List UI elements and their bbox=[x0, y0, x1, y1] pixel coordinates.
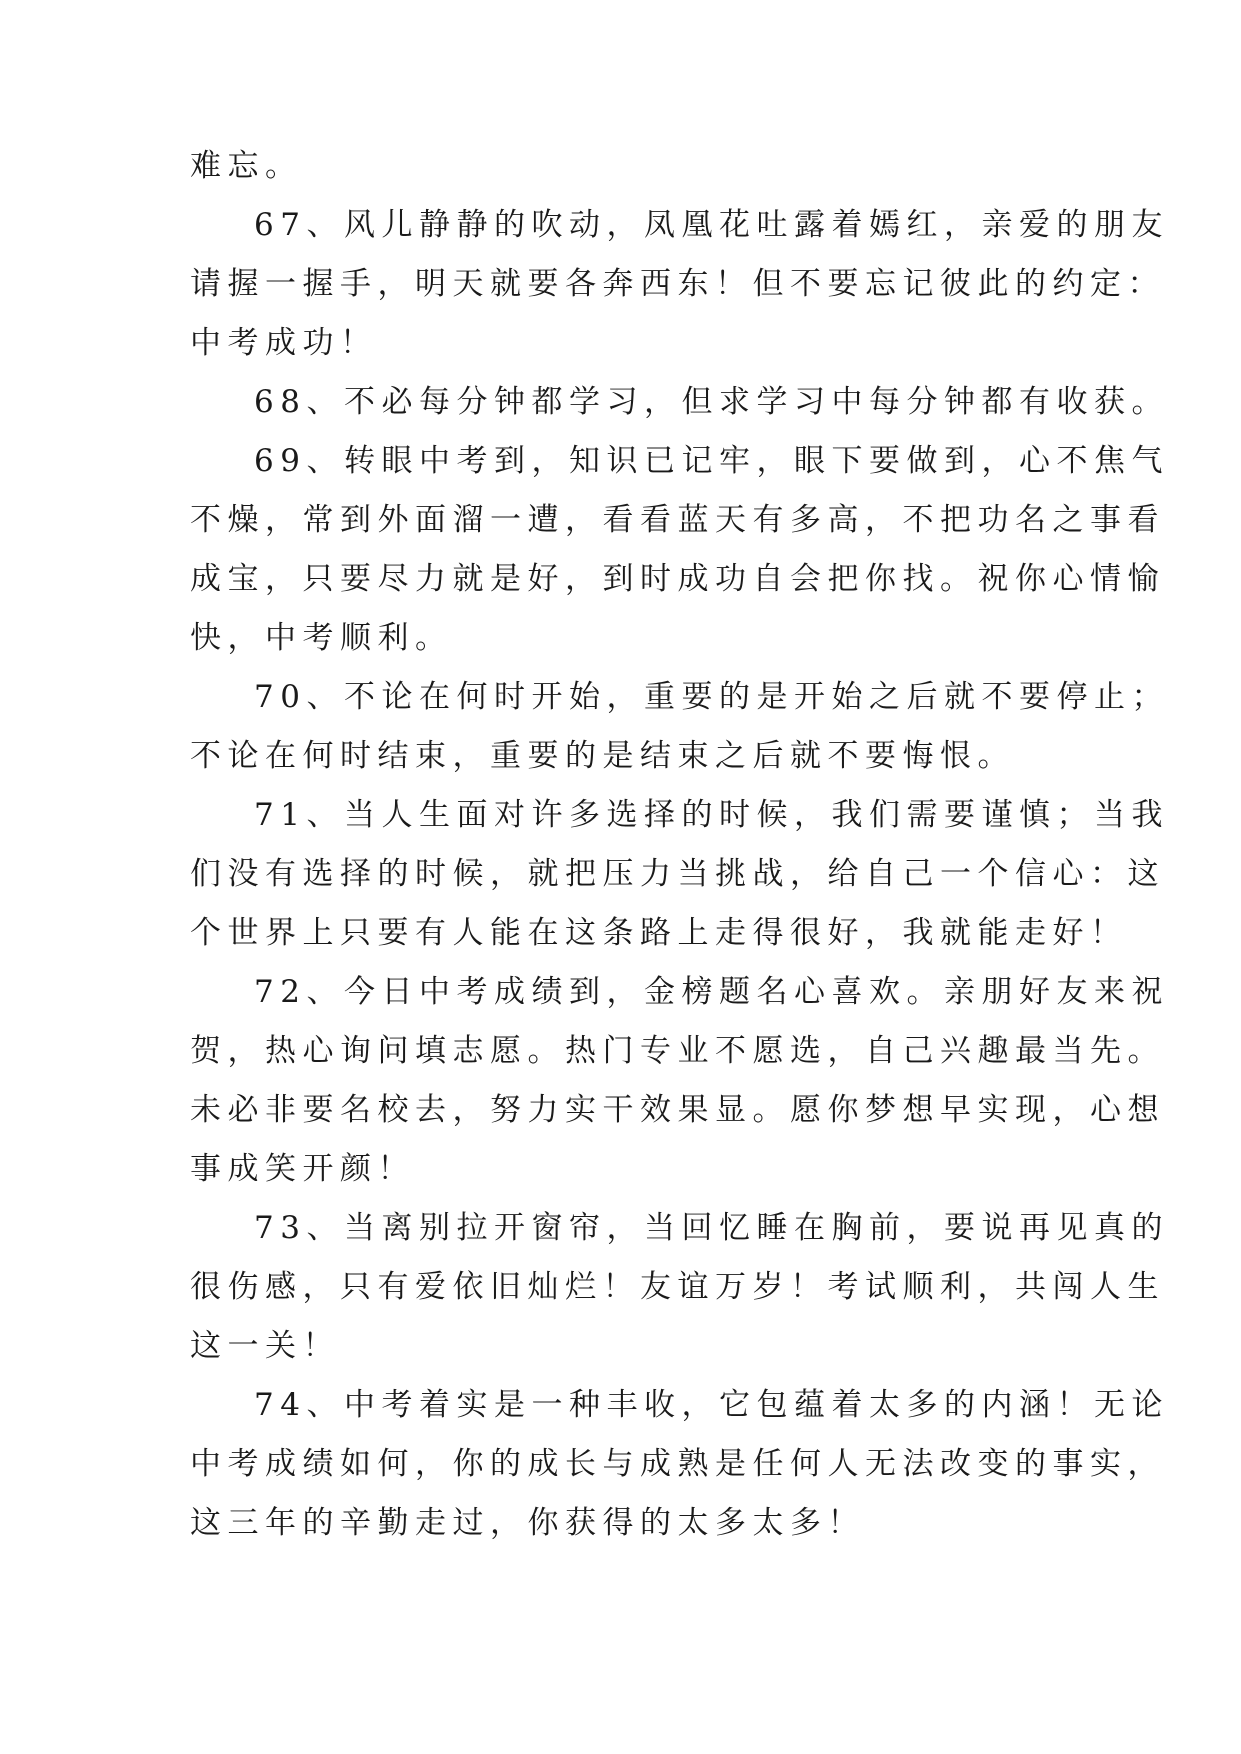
paragraph-69-line: 不燥，常到外面溜一遭，看看蓝天有多高，不把功名之事看 bbox=[190, 502, 1165, 538]
paragraph-74-line: 74、中考着实是一种丰收，它包蕴着太多的内涵！无论 bbox=[254, 1387, 1169, 1423]
paragraph-73-line: 73、当离别拉开窗帘，当回忆睡在胸前，要说再见真的 bbox=[254, 1210, 1169, 1246]
paragraph-69-line: 69、转眼中考到，知识已记牢，眼下要做到，心不焦气 bbox=[254, 443, 1169, 479]
paragraph-69-line: 成宝，只要尽力就是好，到时成功自会把你找。祝你心情愉 bbox=[190, 561, 1165, 597]
paragraph-67-line: 67、风儿静静的吹动，凤凰花吐露着嫣红，亲爱的朋友 bbox=[254, 207, 1169, 243]
text-line: 难忘。 bbox=[190, 148, 303, 184]
paragraph-71-line: 71、当人生面对许多选择的时候，我们需要谨慎；当我 bbox=[254, 797, 1169, 833]
paragraph-74-line: 中考成绩如何，你的成长与成熟是任何人无法改变的事实， bbox=[190, 1446, 1165, 1482]
paragraph-67-line: 请握一握手，明天就要各奔西东！但不要忘记彼此的约定： bbox=[190, 266, 1165, 302]
paragraph-68-line: 68、不必每分钟都学习，但求学习中每分钟都有收获。 bbox=[254, 384, 1169, 420]
paragraph-73-line: 这一关！ bbox=[190, 1328, 340, 1364]
paragraph-72-line: 未必非要名校去，努力实干效果显。愿你梦想早实现，心想 bbox=[190, 1092, 1165, 1128]
paragraph-71-line: 们没有选择的时候，就把压力当挑战，给自己一个信心：这 bbox=[190, 856, 1165, 892]
paragraph-70-line: 不论在何时结束，重要的是结束之后就不要悔恨。 bbox=[190, 738, 1015, 774]
paragraph-69-line: 快，中考顺利。 bbox=[190, 620, 453, 656]
paragraph-71-line: 个世界上只要有人能在这条路上走得很好，我就能走好！ bbox=[190, 915, 1128, 951]
paragraph-67-line: 中考成功！ bbox=[190, 325, 378, 361]
paragraph-70-line: 70、不论在何时开始，重要的是开始之后就不要停止； bbox=[254, 679, 1169, 715]
paragraph-74-line: 这三年的辛勤走过，你获得的太多太多！ bbox=[190, 1505, 865, 1541]
paragraph-72-line: 72、今日中考成绩到，金榜题名心喜欢。亲朋好友来祝 bbox=[254, 974, 1169, 1010]
paragraph-72-line: 事成笑开颜！ bbox=[190, 1151, 415, 1187]
paragraph-72-line: 贺，热心询问填志愿。热门专业不愿选，自己兴趣最当先。 bbox=[190, 1033, 1165, 1069]
paragraph-73-line: 很伤感，只有爱依旧灿烂！友谊万岁！考试顺利，共闯人生 bbox=[190, 1269, 1165, 1305]
